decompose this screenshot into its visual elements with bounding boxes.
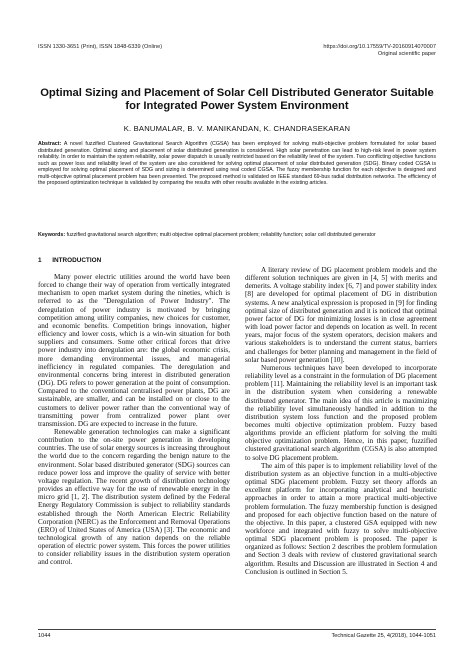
abstract-text: A novel fuzzified Clustered Gravitational Search Algorithm (CGSA) has been employed for solving multi-objective problem formulated for solar based distributed generation. Optimal sizing and placement of solar distributed generation is considered. High solar penetration can lead to high-risk level in power system reliability. In order to maintain the system reliability, solar power dispatch is usually restricted based on the reliability level of the system. Two conflicting objective functions such as power loss and reliability level of the system are also considered for solving optimal placement of solar distributed generation (SDG). Binary coded CGSA is employed for solving optimal placement of SDG and sizing is determined using real coded CGSA. The fuzzy membership function for each objective is designed and multi-objective optimal placement problem has been presented. The proposed method is validated on IEEE standard 69-bus radial distribution networks. The efficiency of the proposed optimization technique is validated by comparing the results with other results available in the existing articles. (38, 141, 436, 186)
header-right (323, 44, 436, 58)
paragraph: A literary review of DG placement problem models and the different solution techniques are given in [4, 5] with merits and demerits. A voltage stability index [6, 7] and power stability index [8] are developed for optimal placement of DG in distribution systems. A new analytical expression is proposed in [9] for finding optimal size of distributed generation and it is noticed that optimal power factor of DG for minimizing losses is in close agreement with load power factor and depends on location as well. In recent years, major focus of the system operators, decision makers and various stakeholders is to understand the current status, barriers and challenges for better planning and management in the field of solar based power generation [10]. (245, 266, 437, 364)
paragraph: Renewable generation technologies can make a significant contribution to the on-site power generation in developing countries. The use of solar energy sources is increasing throughout the world due to the concern regarding the benign nature to the environment. Solar based distributed generator (SDG) sources can reduce power loss and improve the quality of service with better voltage regulation. The recent growth of distribution technology provides an effective way for the use of renewable energy in the micro grid [1, 2]. The distribution system defined by the Federal Energy Regulatory Commission is subject to reliability standards established through the North American Electric Reliability Corporation (NERC) as the Enforcement and Removal Operations (ERO) of United States of America (USA) [3]. The economic and technological growth of any nation depends on the reliable operation of electric power system. This forces the power utilities to consider reliability issues in the distribution system operation and control. (38, 427, 230, 567)
right-column (245, 266, 437, 576)
section-title-introduction: 1 INTRODUCTION (38, 257, 102, 264)
paragraph: The aim of this paper is to implement reliability level of the distribution system as an objective function in a multi-objective optimal SDG placement problem. Fuzzy set theory affords an excellent platform for incorporating analytical and heuristic approaches in order to attain a more practical multi-objective problem formulation. The fuzzy membership function is designed and proposed for each objective function based on the nature of the objective. In this paper, a clustered GSA equipped with new workforce and integrated with fuzzy to solve multi-objective optimal SDG placement problem is proposed. The paper is organized as follows: Section 2 describes the problem formulation and Section 3 deals with review of clustered gravitational search algorithm. Results and Discussion are illustrated in Section 4 and Conclusion is outlined in Section 5. (245, 461, 437, 576)
paper-authors: K. BANUMALAR, B. V. MANIKANDAN, K. CHANDRASEKARAN (123, 124, 351, 133)
paper-title: Optimal Sizing and Placement of Solar Cell Distributed Generator Suitable for Integrated Power System Environment (40, 87, 434, 112)
paragraph: Many power electric utilities around the world have been forced to change their way of operation from vertically integrated mechanism to open market system during the nineties, which is referred to as the "Deregulation of Power Industry". The deregulation of power industry is motivated by bringing competition among utility companies, new choices for customer, and economic benefits. Competition brings innovation, higher efficiency and lower costs, which is a win-win situation for both suppliers and consumers. Some other critical forces that drive power industry into deregulation are: the global economic crisis, more demanding environmental issues, and managerial inefficiency in regulated companies. The deregulation and environmental concerns bring interest in distributed generation (DG). DG refers to power generation at the point of consumption. Compared to the conventional centralised power plants, DG are sustainable, are smaller, and can be installed on or close to the customers to deliver power rather than the conventional way of transmitting power from centralized power plant over transmission. DG are expected to increase in the future. (38, 273, 230, 428)
doi-link[interactable]: https://doi.org/10.17559/TV-20160914070007 (323, 44, 436, 50)
keywords-text: fuzzified gravitational search algorithm; multi objective optimal placement problem; reliability function; solar cell distributed generator (66, 232, 376, 238)
footer-divider (38, 629, 436, 630)
paper-type: Original scientific paper (377, 51, 436, 57)
abstract-label: Abstract: (38, 141, 62, 147)
keywords-label: Keywords: (38, 232, 66, 238)
abstract (38, 141, 436, 187)
journal-citation: Technical Gazette 25, 4(2018), 1044-1051 (331, 633, 436, 639)
paragraph: Numerous techniques have been developed to incorporate reliability level as a constraint in the formulation of DG placement problem [11]. Maintaining the reliability level is an important task in the distribution system when considering a renewable distributed generator. The main idea of this article is maximizing the reliability level simultaneously handled in addition to the distribution system loss function and the proposed problem becomes multi objective optimization problem. Fuzzy based algorithms provide an efficient platform for solving the multi objective optimization problem. Hence, in this paper, fuzzified clustered gravitational search algorithm (CGSA) is also attempted to solve DG placement problem. (245, 363, 437, 462)
issn-header: ISSN 1330-3651 (Print), ISSN 1848-6339 (Online) (38, 44, 163, 50)
page-number: 1044 (38, 633, 51, 639)
keywords (38, 232, 436, 239)
left-column (38, 257, 230, 567)
